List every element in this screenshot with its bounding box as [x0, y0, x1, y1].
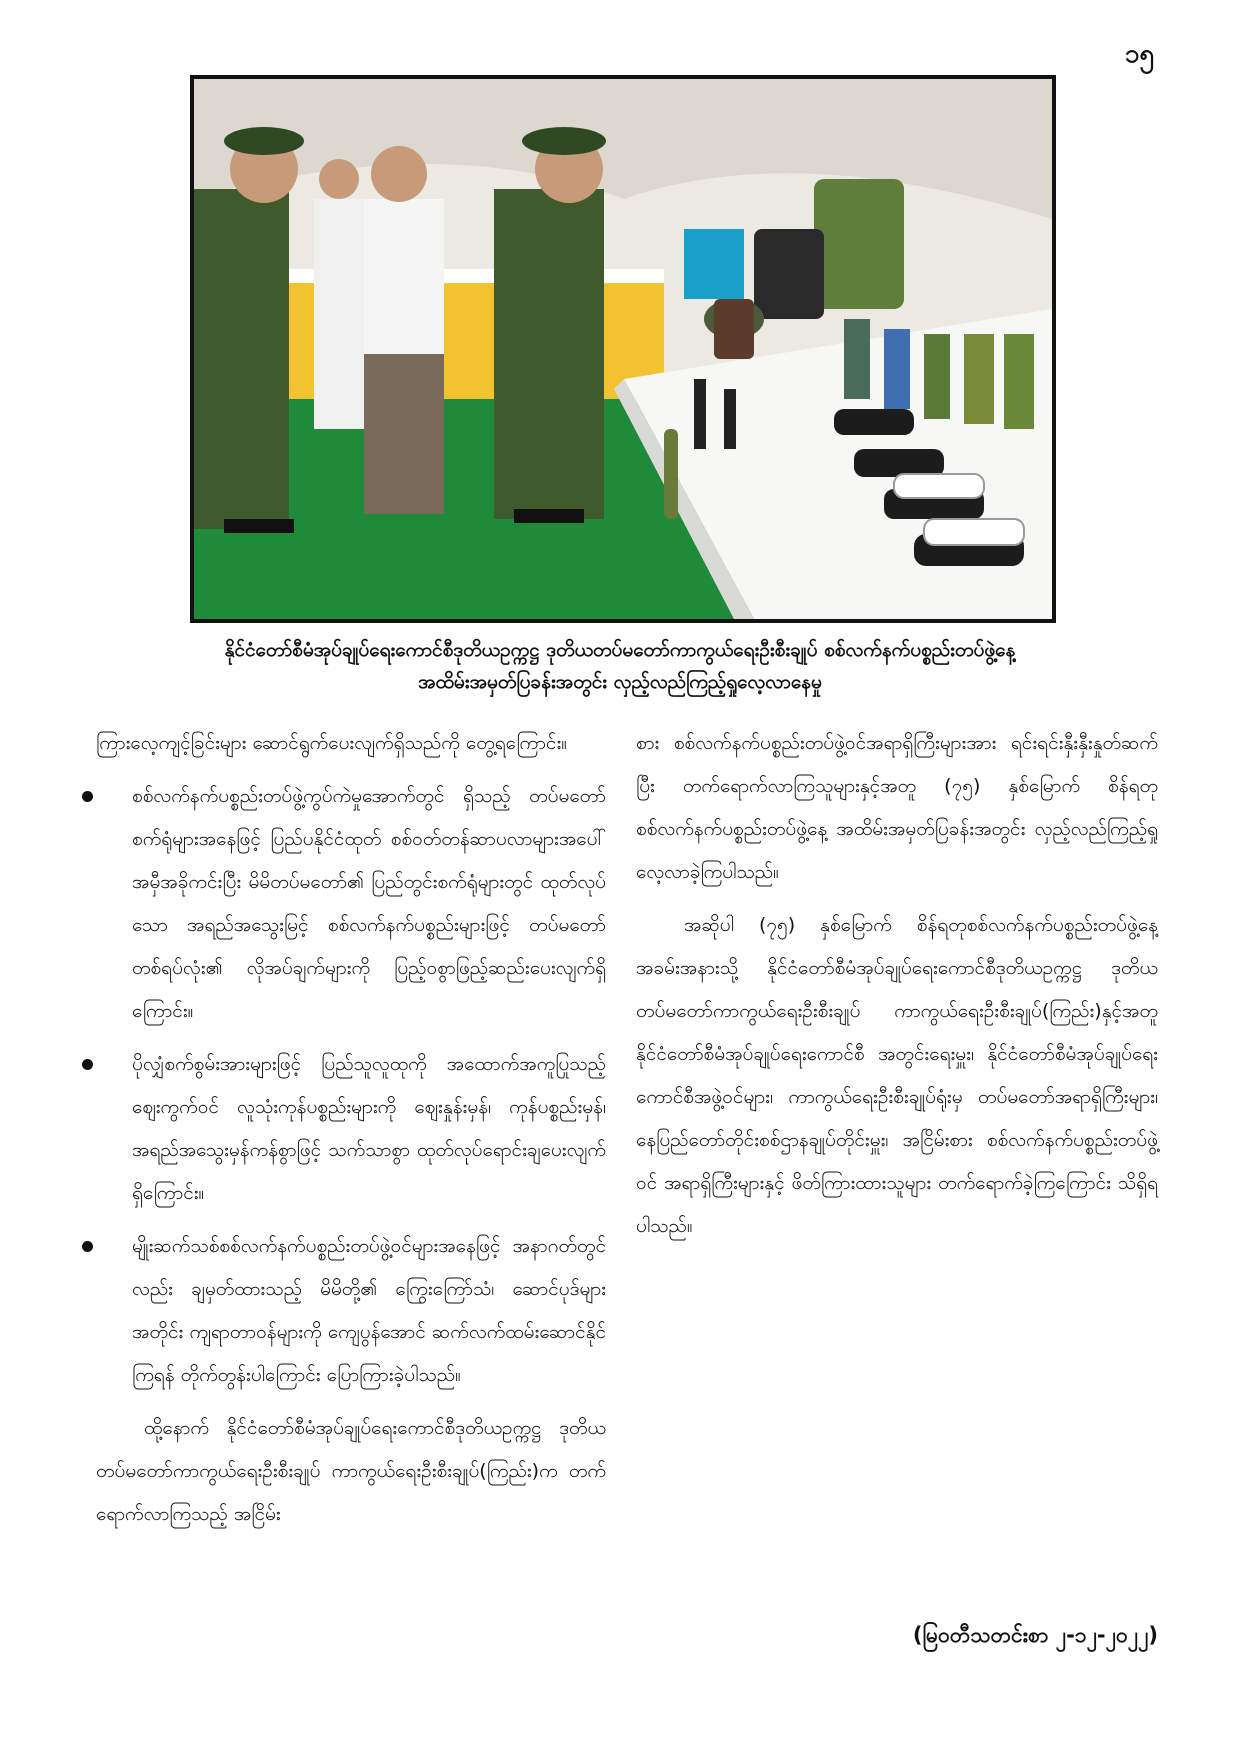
list-item	[96, 1225, 606, 1397]
left-paragraph-2: ထို့နောက် နိုင်ငံတော်စီမံအုပ်ချုပ်ရေးကောင်စီဒုတိယဥက္ကဋ္ဌ ဒုတိယတပ်မတော်ကာကွယ်ရေးဦးစီးချုပ် ကာကွယ်ရေးဦးစီးချုပ်(ကြည်း)က တက်ရောက်လာကြသည့် အငြိမ်း	[96, 1417, 606, 1525]
bullet-icon	[82, 1059, 93, 1070]
caption-line-2: အထိမ်းအမှတ်ပြခန်းအတွင်း လှည့်လည်ကြည့်ရှုလေ့လာနေမှု	[418, 671, 822, 693]
list-item	[96, 1043, 606, 1215]
right-column	[636, 722, 1158, 1258]
left-column	[96, 722, 606, 1546]
photo-caption	[110, 634, 1130, 698]
right-paragraph-2: အဆိုပါ (၇၅) နှစ်မြောက် စိန်ရတုစစ်လက်နက်ပစ္စည်းတပ်ဖွဲ့နေ့အခမ်းအနားသို့ နိုင်ငံတော်စီမံအုပ်ချုပ်ရေးကောင်စီဒုတိယဥက္ကဋ္ဌ ဒုတိယတပ်မတော်ကာကွယ်ရေးဦးစီးချုပ် ကာကွယ်ရေးဦးစီးချုပ်(ကြည်း)နှင့်အတူ နိုင်ငံတော်စီမံအုပ်ချုပ်ရေးကောင်စီ အတွင်းရေးမှူး၊ နိုင်ငံတော်စီမံအုပ်ချုပ်ရေးကောင်စီအဖွဲ့ဝင်များ၊ ကာကွယ်ရေးဦးစီးချုပ်ရုံးမှ တပ်မတော်အရာရှိကြီးများ၊ နေပြည်တော်တိုင်းစစ်ဌာနချုပ်တိုင်းမှူး၊ အငြိမ်းစား စစ်လက်နက်ပစ္စည်းတပ်ဖွဲ့ဝင် အရာရှိကြီးများနှင့် ဖိတ်ကြားထားသူများ တက်ရောက်ခဲ့ကြကြောင်း သိရှိရပါသည်။	[636, 914, 1158, 1237]
bullet-text: ပိုလျှံစက်စွမ်းအားများဖြင့် ပြည်သူလူထုကို အထောက်အကူပြုသည့် ဈေးကွက်ဝင် လူသုံးကုန်ပစ္စည်းများကို ဈေးနှုန်းမှန်၊ ကုန်ပစ္စည်းမှန်၊ အရည်အသွေးမှန်ကန်စွာဖြင့် သက်သာစွာ ထုတ်လုပ်ရောင်းချပေးလျက်ရှိကြောင်း။	[132, 1053, 606, 1204]
news-photo	[190, 75, 1056, 623]
caption-line-1: နိုင်ငံတော်စီမံအုပ်ချုပ်ရေးကောင်စီဒုတိယဥက္ကဋ္ဌ ဒုတိယတပ်မတော်ကာကွယ်ရေးဦးစီးချုပ် စစ်လက်နက်ပစ္စည်းတပ်ဖွဲ့နေ့	[224, 639, 1016, 661]
photo-exhibition-icon	[194, 79, 1052, 619]
bullet-icon	[82, 1241, 93, 1252]
bullet-text: စစ်လက်နက်ပစ္စည်းတပ်ဖွဲ့ကွပ်ကဲမှုအောက်တွင် ရှိသည့် တပ်မတော်စက်ရုံများအနေဖြင့် ပြည်ပနိုင်ငံထုတ် စစ်ဝတ်တန်ဆာပလာများအပေါ် အမှီအခိုကင်းပြီး မိမိတပ်မတော်၏ ပြည်တွင်းစက်ရုံများတွင် ထုတ်လုပ်သော အရည်အသွေးမြင့် စစ်လက်နက်ပစ္စည်းများဖြင့် တပ်မတော်တစ်ရပ်လုံး၏ လိုအပ်ချက်များကို ပြည့်ဝစွာဖြည့်ဆည်းပေးလျက်ရှိကြောင်း။	[132, 785, 606, 1022]
bullet-text: မျိုးဆက်သစ်စစ်လက်နက်ပစ္စည်းတပ်ဖွဲ့ဝင်များအနေဖြင့် အနာဂတ်တွင်လည်း ချမှတ်ထားသည့် မိမိတို့၏ ကြွေးကြော်သံ၊ ဆောင်ပုဒ်များအတိုင်း ကျရာတာဝန်များကို ကျေပွန်အောင် ဆက်လက်ထမ်းဆောင်နိုင်ကြရန် တိုက်တွန်းပါကြောင်း ပြောကြားခဲ့ပါသည်။	[132, 1235, 606, 1386]
list-item	[96, 775, 606, 1033]
left-paragraph-1: ကြားလေ့ကျင့်ခြင်းများ ဆောင်ရွက်ပေးလျက်ရှိသည်ကို တွေ့ရကြောင်း။	[96, 732, 568, 754]
bullet-list	[96, 775, 606, 1397]
source-citation: (မြဝတီသတင်းစာ ၂-၁၂-၂၀၂၂)	[912, 1623, 1158, 1647]
page-number: ၁၅	[1124, 39, 1154, 69]
right-paragraph-1: စား စစ်လက်နက်ပစ္စည်းတပ်ဖွဲ့ဝင်အရာရှိကြီးများအား ရင်းရင်းနှီးနှီးနှုတ်ဆက်ပြီး တက်ရောက်လာကြသူများနှင့်အတူ (၇၅) နှစ်မြောက် စိန်ရတုစစ်လက်နက်ပစ္စည်းတပ်ဖွဲ့နေ့ အထိမ်းအမှတ်ပြခန်းအတွင်း လှည့်လည်ကြည့်ရှုလေ့လာခဲ့ကြပါသည်။	[636, 732, 1158, 883]
bullet-icon	[82, 791, 93, 802]
